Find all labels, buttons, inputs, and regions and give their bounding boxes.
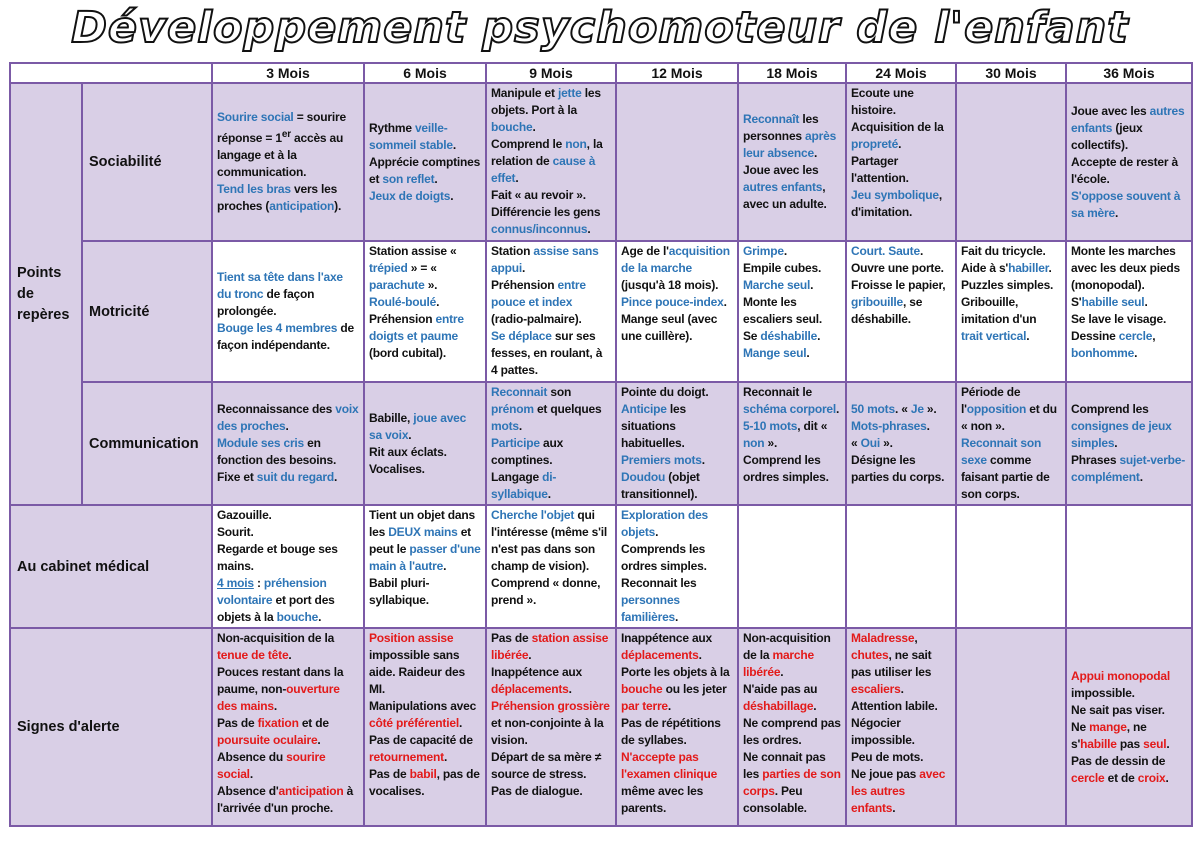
cell-alerte-30	[956, 628, 1066, 826]
cell-alerte-24: Maladresse, chutes, ne sait pas utiliser les escaliers. Attention labile. Négocier impossible. Peu de mots. Ne joue pas avec les autres enfants.	[846, 628, 956, 826]
cell-communication-18: Reconnait le schéma corporel. 5-10 mots, dit « non ». Comprend les ordres simples.	[738, 382, 846, 505]
cell-alerte-6: Position assise impossible sans aide. Raideur des MI. Manipulations avec côté préférentiel. Pas de capacité de retournement. Pas de babil, pas de vocalises.	[364, 628, 486, 826]
cell-motricite-24: Court. Saute. Ouvre une porte. Froisse le papier, gribouille, se déshabille.	[846, 241, 956, 382]
cell-cabinet-18	[738, 505, 846, 628]
cell-sociabilite-36: Joue avec les autres enfants (jeux collectifs). Accepte de rester à l'école. S'oppose souvent à sa mère.	[1066, 83, 1192, 241]
cell-alerte-36: Appui monopodal impossible. Ne sait pas viser. Ne mange, ne s'habille pas seul. Pas de dessin de cercle et de croix.	[1066, 628, 1192, 826]
cell-motricite-9: Station assise sans appui. Préhension entre pouce et index (radio-palmaire). Se déplace sur ses fesses, en roulant, à 4 pattes.	[486, 241, 616, 382]
row-cabinet-medical	[10, 505, 1192, 628]
row-communication	[10, 382, 1192, 505]
cell-sociabilite-6: Rythme veille-sommeil stable. Apprécie comptines et son reflet. Jeux de doigts.	[364, 83, 486, 241]
cell-communication-9: Reconnait son prénom et quelques mots. Participe aux comptines. Langage di-syllabique.	[486, 382, 616, 505]
cell-motricite-12: Age de l'acquisition de la marche (jusqu'à 18 mois). Pince pouce-index. Mange seul (avec une cuillère).	[616, 241, 738, 382]
cell-sociabilite-3: Sourire social = sourire réponse = 1er accès au langage et à la communication. Tend les bras vers les proches (anticipation).	[212, 83, 364, 241]
row-label-points-de-reperes: Points de repères	[10, 83, 82, 505]
cell-cabinet-36	[1066, 505, 1192, 628]
col-30-mois: 30 Mois	[956, 63, 1066, 83]
col-18-mois: 18 Mois	[738, 63, 846, 83]
cell-alerte-3: Non-acquisition de la tenue de tête. Pouces restant dans la paume, non-ouverture des mains. Pas de fixation et de poursuite oculaire. Absence du sourire social. Absence d'anticipation à l'arrivée d'un proche.	[212, 628, 364, 826]
cell-alerte-18: Non-acquisition de la marche libérée. N'aide pas au déshabillage. Ne comprend pas les ordres. Ne connait pas les parties de son corps. Peu consolable.	[738, 628, 846, 826]
col-6-mois: 6 Mois	[364, 63, 486, 83]
row-label-motricite: Motricité	[82, 241, 212, 382]
cell-motricite-18: Grimpe. Empile cubes. Marche seul. Monte les escaliers seul. Se déshabille. Mange seul.	[738, 241, 846, 382]
col-3-mois: 3 Mois	[212, 63, 364, 83]
cell-motricite-3: Tient sa tête dans l'axe du tronc de façon prolongée. Bouge les 4 membres de façon indépendante.	[212, 241, 364, 382]
page-title: Développement psychomoteur de l'enfant	[71, 3, 1129, 53]
row-label-communication: Communication	[82, 382, 212, 505]
cell-cabinet-9: Cherche l'objet qui l'intéresse (même s'il n'est pas dans son champ de vision). Comprend « donne, prend ».	[486, 505, 616, 628]
cell-sociabilite-18: Reconnaît les personnes après leur absence. Joue avec les autres enfants, avec un adulte.	[738, 83, 846, 241]
cell-communication-12: Pointe du doigt. Anticipe les situations habituelles. Premiers mots. Doudou (objet transitionnel).	[616, 382, 738, 505]
col-12-mois: 12 Mois	[616, 63, 738, 83]
cell-motricite-30: Fait du tricycle. Aide à s'habiller. Puzzles simples. Gribouille, imitation d'un trait vertical.	[956, 241, 1066, 382]
cell-cabinet-12: Exploration des objets. Comprends les ordres simples. Reconnait les personnes familières.	[616, 505, 738, 628]
row-label-cabinet-medical: Au cabinet médical	[10, 505, 212, 628]
row-motricite	[10, 241, 1192, 382]
cell-communication-36: Comprend les consignes de jeux simples. Phrases sujet-verbe-complément.	[1066, 382, 1192, 505]
col-36-mois: 36 Mois	[1066, 63, 1192, 83]
row-label-sociabilite: Sociabilité	[82, 83, 212, 241]
cell-motricite-6: Station assise « trépied » = « parachute ». Roulé-boulé. Préhension entre doigts et paume (bord cubital).	[364, 241, 486, 382]
cell-alerte-9: Pas de station assise libérée. Inappétence aux déplacements. Préhension grossière et non-conjointe à la vision. Départ de sa mère ≠ source de stress. Pas de dialogue.	[486, 628, 616, 826]
cell-motricite-36: Monte les marches avec les deux pieds (monopodal). S'habille seul. Se lave le visage. Dessine cercle, bonhomme.	[1066, 241, 1192, 382]
col-24-mois: 24 Mois	[846, 63, 956, 83]
cell-sociabilite-24: Ecoute une histoire. Acquisition de la propreté. Partager l'attention. Jeu symbolique, d'imitation.	[846, 83, 956, 241]
cell-cabinet-3: Gazouille. Sourit. Regarde et bouge ses mains. 4 mois : préhension volontaire et port des objets à la bouche.	[212, 505, 364, 628]
header-corner	[10, 63, 212, 83]
header-row	[10, 63, 1192, 83]
row-signes-alerte	[10, 628, 1192, 826]
cell-sociabilite-9: Manipule et jette les objets. Port à la bouche. Comprend le non, la relation de cause à effet. Fait « au revoir ». Différencie les gens connus/inconnus.	[486, 83, 616, 241]
cell-communication-30: Période de l'opposition et du « non ». Reconnait son sexe comme faisant partie de son corps.	[956, 382, 1066, 505]
cell-cabinet-6: Tient un objet dans les DEUX mains et peut le passer d'une main à l'autre. Babil pluri-syllabique.	[364, 505, 486, 628]
development-table	[9, 62, 1193, 827]
cell-cabinet-30	[956, 505, 1066, 628]
cell-communication-3: Reconnaissance des voix des proches. Module ses cris en fonction des besoins. Fixe et suit du regard.	[212, 382, 364, 505]
cell-sociabilite-12	[616, 83, 738, 241]
cell-alerte-12: Inappétence aux déplacements. Porte les objets à la bouche ou les jeter par terre. Pas de répétitions de syllabes. N'accepte pas l'examen clinique même avec les parents.	[616, 628, 738, 826]
cell-cabinet-24	[846, 505, 956, 628]
row-sociabilite	[10, 83, 1192, 241]
cell-communication-6: Babille, joue avec sa voix. Rit aux éclats. Vocalises.	[364, 382, 486, 505]
row-label-signes-alerte: Signes d'alerte	[10, 628, 212, 826]
col-9-mois: 9 Mois	[486, 63, 616, 83]
cell-sociabilite-30	[956, 83, 1066, 241]
cell-communication-24: 50 mots. « Je ». Mots-phrases. « Oui ». Désigne les parties du corps.	[846, 382, 956, 505]
